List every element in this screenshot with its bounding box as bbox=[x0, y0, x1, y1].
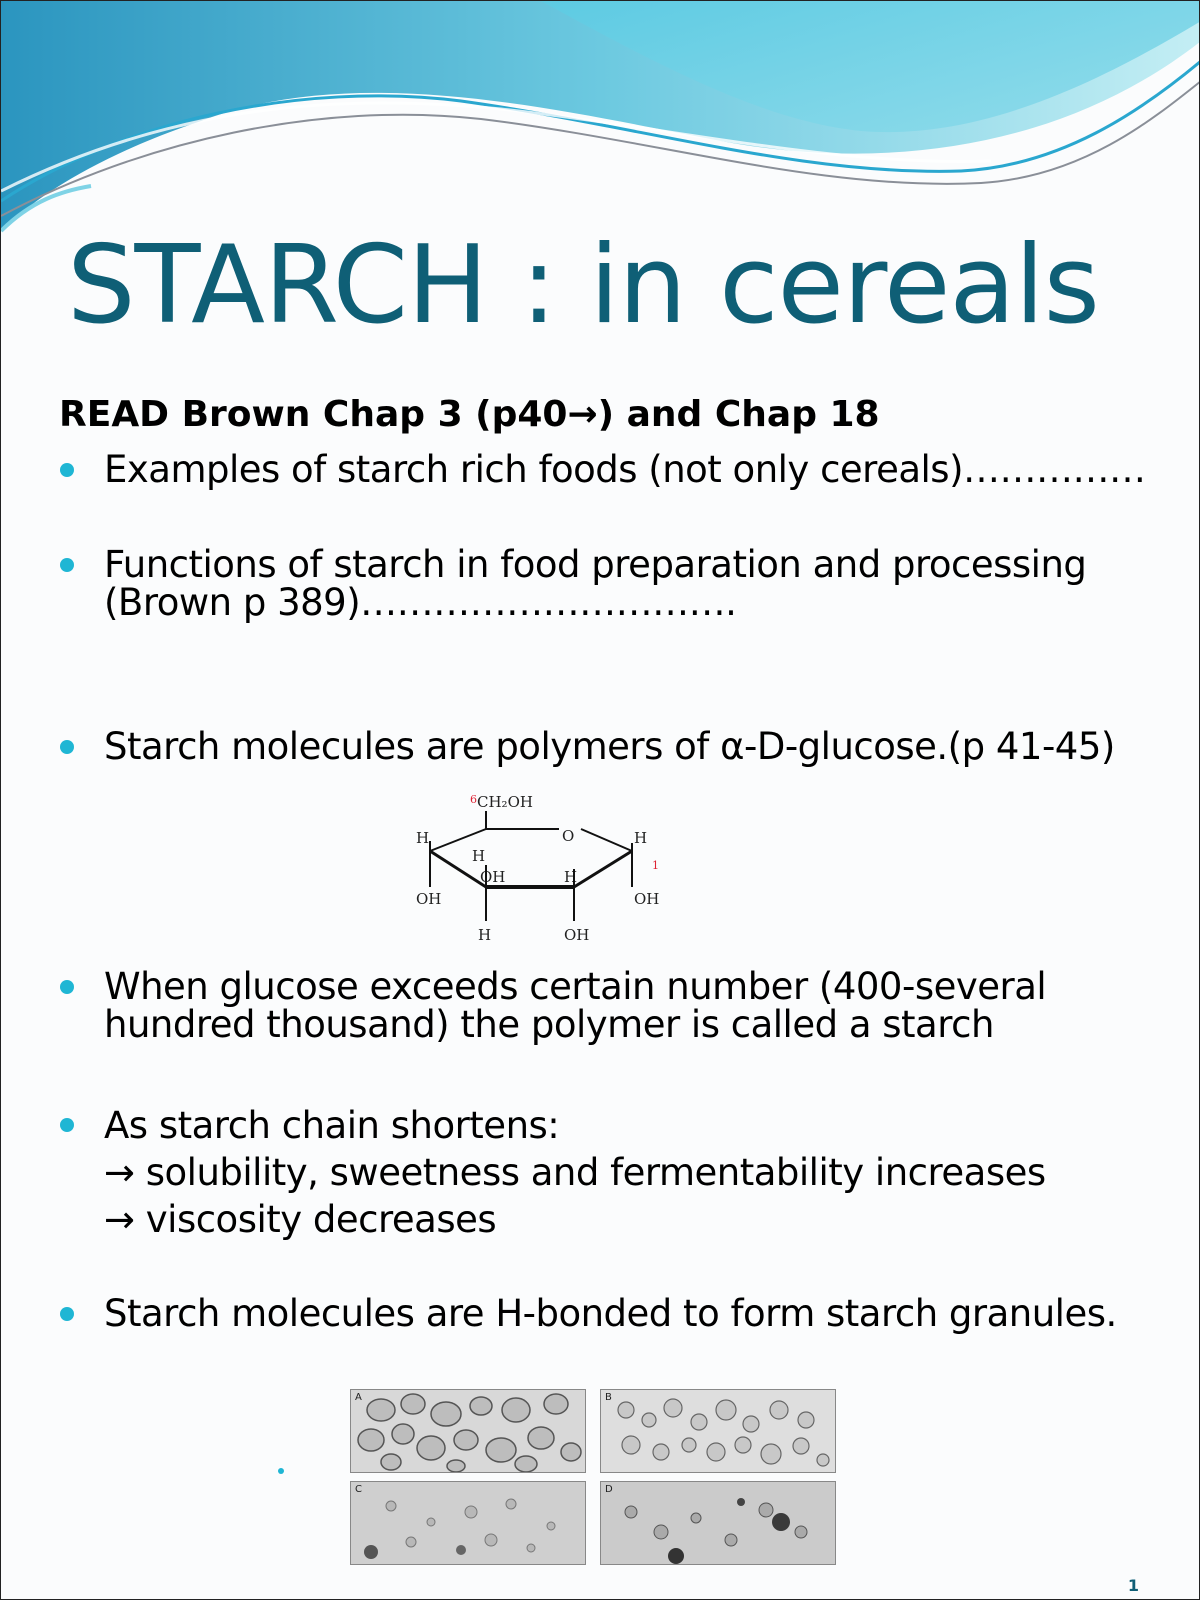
ch2oh-label: CH₂OH bbox=[477, 793, 533, 811]
micrograph-label: C bbox=[355, 1484, 362, 1495]
carbon-1-label: 1 bbox=[652, 859, 659, 872]
bullet-line: → solubility, sweetness and fermentability increases bbox=[104, 1151, 1046, 1194]
bullet-starch-rich-foods bbox=[104, 448, 1146, 491]
h-c5-label: H bbox=[416, 829, 430, 847]
reading-assignment-heading: READ Brown Chap 3 (p40→) and Chap 18 bbox=[59, 394, 880, 435]
oh-c3-label: OH bbox=[480, 868, 506, 886]
alpha-d-glucose-structure bbox=[414, 791, 674, 951]
bullet-dot bbox=[60, 980, 74, 994]
bullet-dot bbox=[60, 1118, 74, 1132]
bullet-dot bbox=[60, 740, 74, 754]
bullet-line: → viscosity decreases bbox=[104, 1198, 497, 1241]
bullet-line: When glucose exceeds certain number (400-several bbox=[104, 965, 1047, 1008]
micrograph-label: D bbox=[605, 1484, 613, 1495]
micrograph-panel-c bbox=[350, 1481, 586, 1565]
carbon-6-label: 6 bbox=[470, 793, 477, 806]
bullet-line: (Brown p 389)…………………………. bbox=[104, 581, 737, 624]
bullet-chain-shortens bbox=[104, 1102, 1046, 1243]
bullet-dot bbox=[60, 1307, 74, 1321]
micrograph-panel-a bbox=[350, 1389, 586, 1473]
oh-c4-label: OH bbox=[416, 890, 442, 908]
bullet-dot bbox=[60, 558, 74, 572]
stray-bullet-dot bbox=[278, 1468, 284, 1474]
micrograph-d-image bbox=[601, 1482, 835, 1564]
bullet-line: As starch chain shortens: bbox=[104, 1104, 560, 1147]
bullet-line: Starch molecules are H-bonded to form starch granules. bbox=[104, 1292, 1117, 1335]
bullet-line: Starch molecules are polymers of α-D-glucose.(p 41-45) bbox=[104, 725, 1115, 768]
header-wave-decoration bbox=[1, 1, 1200, 251]
micrograph-panel-d bbox=[600, 1481, 836, 1565]
micrograph-c-image bbox=[351, 1482, 585, 1564]
h-c2-label: H bbox=[564, 868, 578, 886]
bullet-glucose-polymers bbox=[104, 725, 1115, 768]
h-c1-label: H bbox=[634, 829, 648, 847]
micrograph-label: A bbox=[355, 1392, 362, 1403]
bullet-glucose-threshold bbox=[104, 965, 1047, 1046]
bullet-starch-functions bbox=[104, 543, 1087, 624]
slide-title: STARCH : in cereals bbox=[67, 223, 1099, 348]
ring-oxygen-label: O bbox=[562, 827, 575, 845]
micrograph-panel-b bbox=[600, 1389, 836, 1473]
h-c3-label: H bbox=[478, 926, 492, 944]
bullet-line: Functions of starch in food preparation and processing bbox=[104, 543, 1087, 586]
h-c4-label: H bbox=[472, 847, 486, 865]
bullet-line: Examples of starch rich foods (not only cereals)…………… bbox=[104, 448, 1146, 491]
oh-c1-label: OH bbox=[634, 890, 660, 908]
bullet-dot bbox=[60, 463, 74, 477]
oh-c2-label: OH bbox=[564, 926, 590, 944]
starch-granule-micrographs bbox=[350, 1389, 836, 1565]
bullet-starch-granules bbox=[104, 1292, 1117, 1335]
micrograph-b-image bbox=[601, 1390, 835, 1472]
page-number: 1 bbox=[1127, 1576, 1139, 1595]
micrograph-a-image bbox=[351, 1390, 585, 1472]
bullet-line: hundred thousand) the polymer is called a starch bbox=[104, 1003, 994, 1046]
micrograph-label: B bbox=[605, 1392, 612, 1403]
